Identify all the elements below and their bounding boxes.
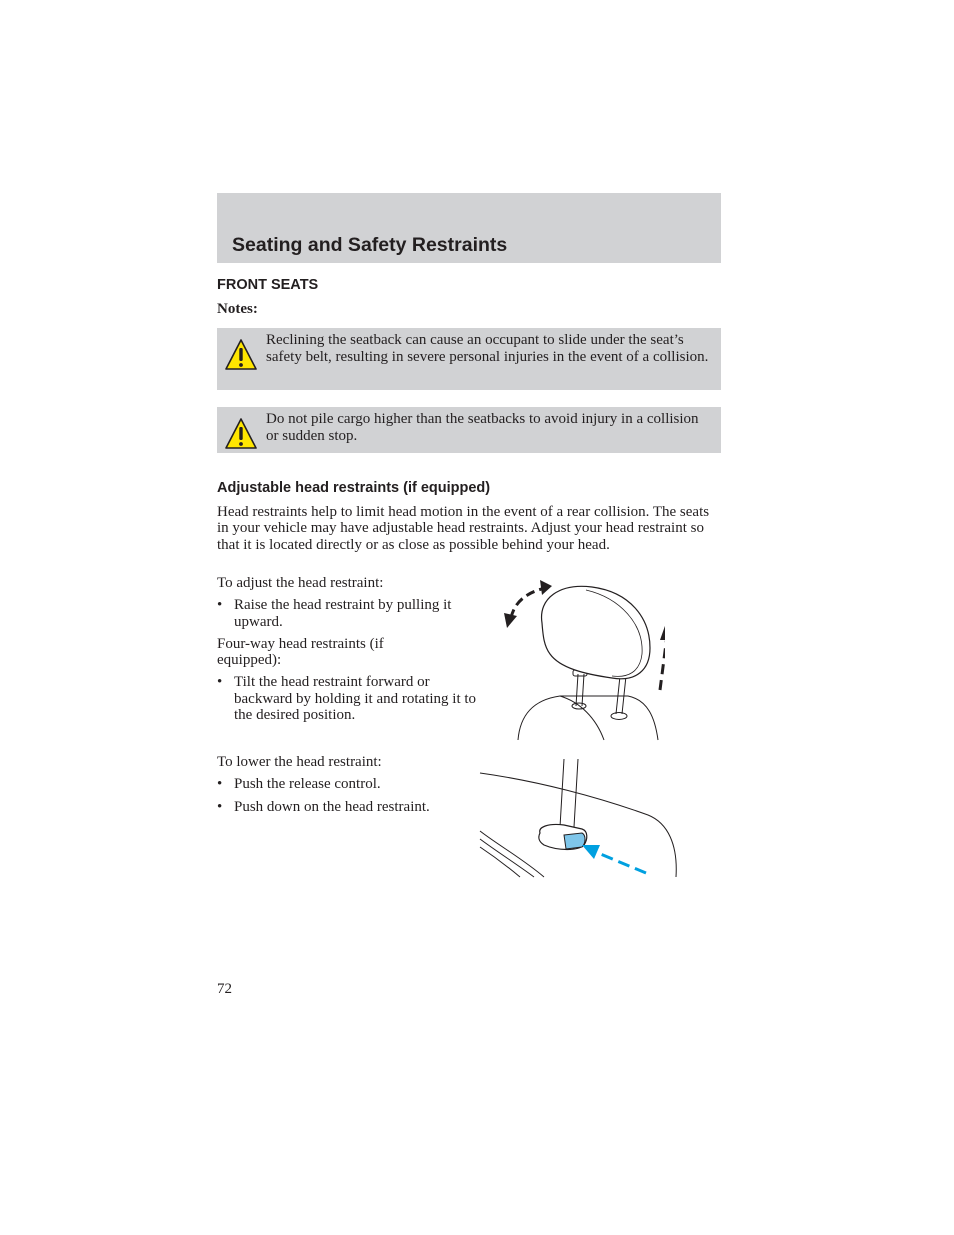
list-item — [217, 776, 477, 792]
page-number: 72 — [217, 981, 232, 997]
adjust-intro: To adjust the head restraint: — [217, 575, 384, 591]
lower-intro: To lower the head restraint: — [217, 754, 382, 770]
list-item-text: Push down on the head restraint. — [234, 798, 430, 815]
header-band — [217, 193, 721, 263]
list-item — [217, 674, 477, 723]
adjust-instructions — [217, 575, 477, 729]
list-item-text: Push the release control. — [234, 776, 381, 793]
lower-instructions — [217, 754, 477, 821]
bullet-marker: • — [217, 798, 223, 815]
release-control-illustration — [478, 755, 682, 879]
four-way-label: Four-way head restraints (if equipped): — [217, 635, 384, 669]
list-item-text: Tilt the head restraint forward or backward by holding it and rotating it to the desired position. — [234, 674, 477, 724]
warning-triangle-icon — [224, 338, 258, 372]
list-item — [217, 799, 477, 815]
bullet-marker: • — [217, 597, 223, 614]
bullet-marker: • — [217, 674, 223, 691]
list-item-text: Raise the head restraint by pulling it upward. — [234, 597, 452, 630]
warning-box — [217, 328, 721, 390]
bullet-marker: • — [217, 776, 223, 793]
page-header-title: Seating and Safety Restraints — [232, 234, 508, 256]
warning-text: Do not pile cargo higher than the seatbacks to avoid injury in a collision or sudden stop. — [266, 411, 699, 444]
warning-text: Reclining the seatback can cause an occupant to slide under the seat’s safety belt, resulting in severe personal injuries in the event of a collision. — [266, 332, 709, 365]
warning-box — [217, 407, 721, 453]
notes-label: Notes: — [217, 301, 258, 317]
subsection-heading: Adjustable head restraints (if equipped) — [217, 480, 491, 496]
intro-paragraph: Head restraints help to limit head motion in the event of a rear collision. The seats in your vehicle may have adjustable head restraints. Adjust your head restraint so that it is located directly or as close as possible behind your head. — [217, 504, 710, 553]
warning-triangle-icon — [224, 417, 258, 451]
headrest-illustration — [500, 578, 665, 743]
list-item — [217, 597, 477, 630]
section-title: FRONT SEATS — [217, 277, 319, 293]
